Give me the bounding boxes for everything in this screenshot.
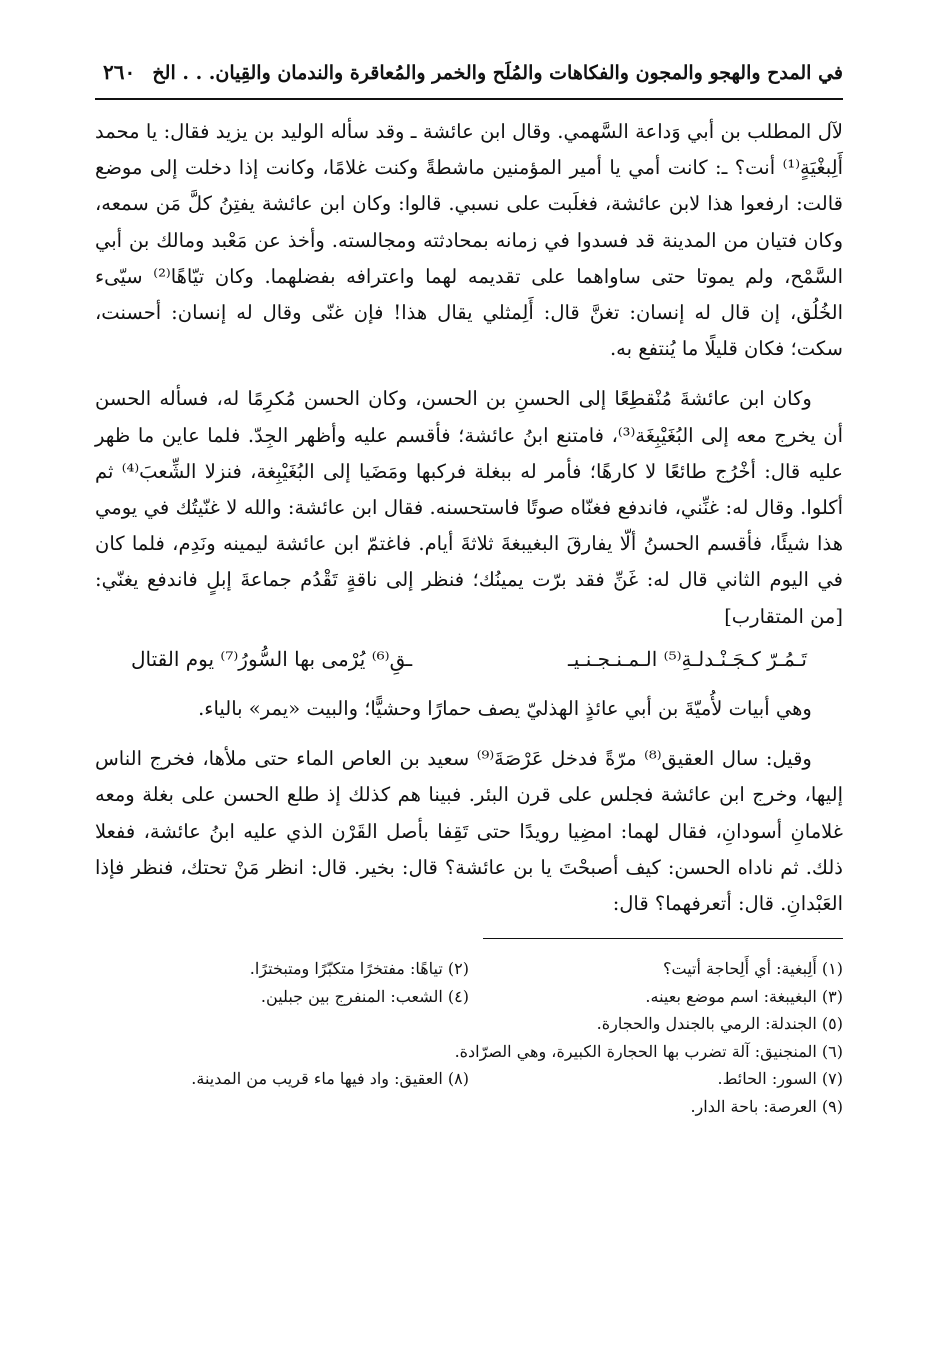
page-number: ٢٦٠	[103, 60, 136, 84]
footnotes	[95, 955, 843, 1120]
paragraph: وهي أبيات لأُميّةَ بن أبي عائذٍ الهذليّ يصف حمارًا وحشيًّا؛ والبيت «يمر» بالياء.	[198, 697, 812, 721]
footnote	[95, 955, 469, 983]
footnote-number: (٧)	[821, 1069, 843, 1089]
footnote-text: السور: الحائط.	[717, 1069, 817, 1089]
footnote	[469, 1065, 843, 1093]
footnote-number: (٤)	[447, 986, 469, 1006]
footnote-text: البغيبغة: اسم موضع بعينه.	[645, 986, 817, 1006]
footnote-text: تياهًا: مفتخرًا متكبّرًا ومتبخترًا.	[249, 959, 443, 979]
footnote-number: (٦)	[821, 1041, 843, 1061]
running-title: في المدح والهجو والمجون والفكاهات والمُلَح والخمر والمُعاقرة والندمان والقِيان. . . الخ	[152, 62, 843, 84]
footnote	[95, 1010, 843, 1038]
verse-left-hemistich: ـقِ⁽⁶⁾ يُرْمى بها السُّورُ⁽⁷⁾ يوم القتال	[131, 646, 413, 671]
footnote	[95, 1065, 469, 1093]
footnote	[95, 1038, 843, 1066]
footnote-number: (١)	[821, 959, 843, 979]
footnote-text: الجندلة: الرمي بالجندل والحجارة.	[596, 1014, 817, 1034]
paragraph: لآل المطلب بن أبي وَداعة السَّهمي. وقال ابن عائشة ـ وقد سأله الوليد بن يزيد فقال: يا محمد أَلِبغْيَةٍ⁽¹⁾ أنت؟ ـ: كانت أمي يا أمير المؤمنين ماشطةً وكنت غلامًا، وكانت إذا دخلت إلى موضع قالت: ارفعوا هذا لابن عائشة، فغلَبت على نسبي. قالوا: وكان ابن عائشة يفتِنُ كلَّ مَن سمعه، وكان فتيان من المدينة قد فسدوا في زمانه بمحادثته ومجالسته. وأخذ عن مَعْبد ومالك بن أبي السَّمْح، ولم يموتا حتى ساواهما على تقديمه لهما واعترافه بفضلهما. وكان تيّاهًا⁽²⁾ سيّىء الخُلُق، إن قال له إنسان: تغنَّ قال: أَلِمثلي يقال هذا! فإن غنّى وقال له إنسان: أحسنت، سكت؛ فكان قليلًا ما يُنتفع به.	[95, 120, 843, 361]
footnote-text: العقيق: واد فيها ماء قريب من المدينة.	[191, 1069, 443, 1089]
paragraph: وقيل: سال العقيق⁽⁸⁾ مرّةً فدخل عَرْصَةَ⁽⁹⁾ سعيد بن العاص الماء حتى ملأها، فخرج الناس إليها، وخرج ابن عائشة فجلس على قرن البئر. فبينا هم كذلك إذ طلع الحسن على بغلة ومعه غلامانِ أسودانِ، فقال لهما: امضِيا رويدًا حتى تَقِفا بأصل القَرْن الذي عليه ابنُ عائشة، ففعلا ذلك. ثم ناداه الحسن: كيف أصبحْتَ يا بن عائشة؟ قال: بخير. قال: انظر مَنْ تحتك، فنظر فإذا العَبْدانِ. قال: أتعرفهما؟ قال:	[95, 747, 843, 916]
running-header	[95, 60, 843, 100]
footnote-separator	[483, 938, 843, 939]
footnote	[469, 955, 843, 983]
footnote-number: (٣)	[821, 986, 843, 1006]
verse-right-hemistich: تَـمُـرّ كـجَـنْـدلـةِ⁽⁵⁾ الـمـنـجـنـيـ	[567, 646, 807, 671]
footnote-number: (٢)	[447, 959, 469, 979]
poetry-verse	[95, 635, 843, 691]
footnote-number: (٥)	[821, 1014, 843, 1034]
footnote-number: (٨)	[447, 1069, 469, 1089]
footnote-text: المنجنيق: آلة تضرب بها الحجارة الكبيرة، وهي الصرّادة.	[454, 1041, 817, 1061]
footnote-number: (٩)	[821, 1096, 843, 1116]
main-text	[95, 114, 843, 922]
footnote	[95, 1093, 843, 1121]
footnote	[469, 983, 843, 1011]
footnote-text: العرصة: باحة الدار.	[690, 1096, 817, 1116]
footnote	[95, 983, 469, 1011]
paragraph: وكان ابن عائشةَ مُنْقطِعًا إلى الحسنِ بن الحسن، وكان الحسن مُكرِمًا له، فسأله الحسن أن يخرج معه إلى البُغَيْبِغَة⁽³⁾، فامتنع ابنُ عائشة؛ فأقسم عليه وأظهر الجِدّ. فلما عاين ما ظهر عليه قال: أخْرُج طائعًا لا كارهًا؛ فأمر له ببغلة فركبها ومَضَيا إلى البُغَيْبِغة، فنزلا الشِّعبَ⁽⁴⁾ ثم أكلوا. وقال له: غنِّني، فاندفع فغنّاه صوتًا فاستحسنه. فقال ابن عائشة: والله لا غنّيتُك في يومي هذا شيئًا، فأقسم الحسنُ ألّا يفارقَ البغيبغةَ ثلاثةَ أيام. فاغتمّ ابن عائشة ليمينه ونَدِم، فلما كان في اليوم الثاني قال له: غَنِّ فقد برّت يمينُك؛ فنظر إلى ناقةٍ تَقْدُم جماعةَ إبلٍ فاندفع يغنّي: [من المتقارب]	[95, 387, 843, 628]
footnote-text: أَلِبغية: أي أَلِحاجة أتيت؟	[663, 959, 817, 979]
footnote-text: الشعب: المنفرج بين جبلين.	[260, 986, 443, 1006]
